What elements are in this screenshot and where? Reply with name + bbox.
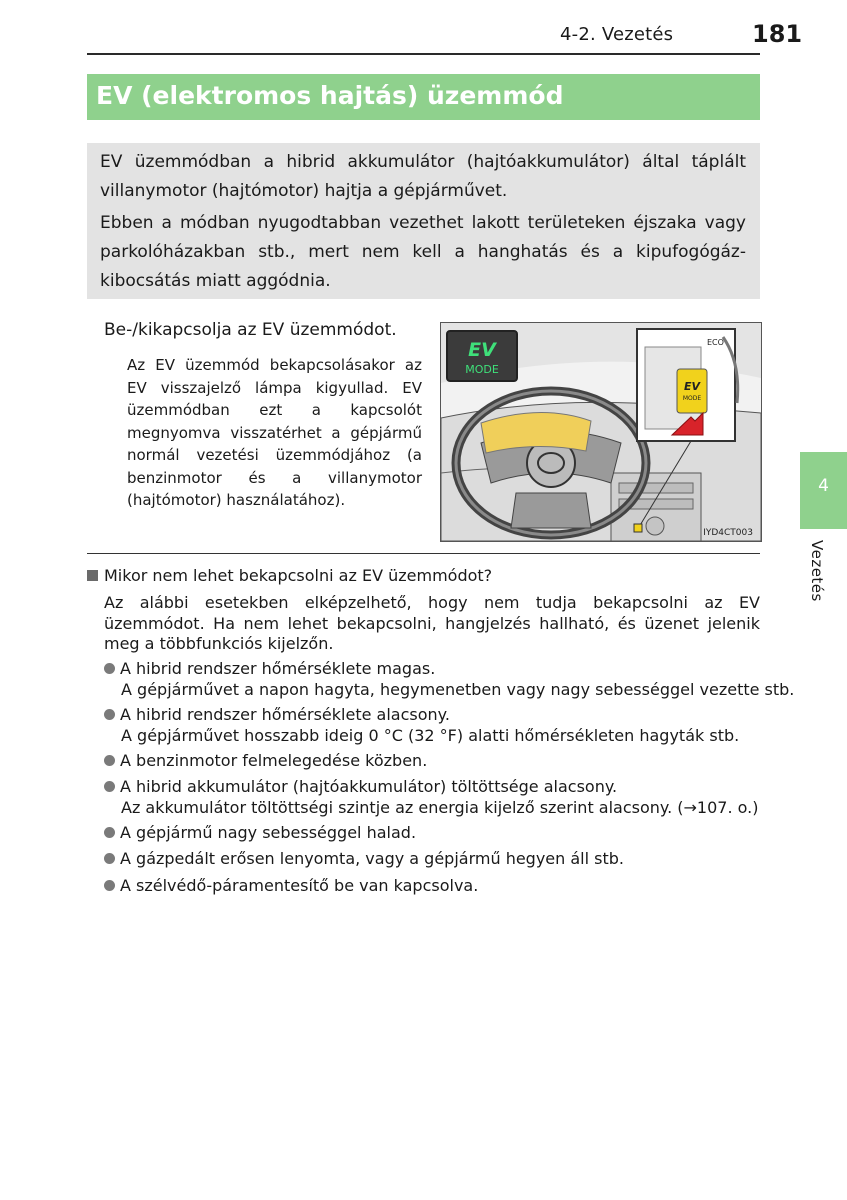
bullet-icon — [104, 709, 115, 720]
header-divider — [87, 53, 760, 55]
list-item — [104, 849, 624, 870]
chapter-label: Vezetés — [808, 540, 826, 602]
list-item-title: A hibrid akkumulátor (hajtóakkumulátor) töltöttsége alacsony. — [120, 777, 618, 796]
bullet-icon — [104, 663, 115, 674]
list-item-title: A szélvédő-páramentesítő be van kapcsolva. — [120, 876, 479, 895]
dashboard-drawing — [441, 323, 761, 541]
list-item — [104, 876, 478, 897]
intro-paragraph-2: Ebben a módban nyugodtabban vezethet lakott területeken éjszaka vagy parkolóházakban stb., mert nem kell a hanghatás és a kipufogógáz-kibocsátás miatt aggódnia. — [100, 213, 746, 291]
page-number: 181 — [752, 20, 803, 48]
list-item — [104, 659, 794, 700]
bullet-icon — [104, 781, 115, 792]
list-item — [104, 777, 758, 818]
intro-box — [87, 143, 760, 299]
list-item-title: A gázpedált erősen lenyomta, vagy a gépjármű hegyen áll stb. — [120, 849, 624, 868]
chapter-number: 4 — [818, 476, 829, 496]
bullet-icon — [104, 827, 115, 838]
dashboard-illustration — [440, 322, 762, 542]
list-item-title: A gépjármű nagy sebességgel halad. — [120, 823, 417, 842]
question-heading-row — [87, 566, 492, 585]
chapter-tab — [800, 452, 847, 529]
bullet-icon — [104, 755, 115, 766]
list-item — [104, 751, 427, 772]
ev-indicator-mode: MODE — [465, 363, 499, 376]
list-item — [104, 823, 416, 844]
section-divider — [87, 553, 760, 554]
list-item-title: A hibrid rendszer hőmérséklete alacsony. — [120, 705, 450, 724]
instruction-detail: Az EV üzemmód bekapcsolásakor az EV visszajelző lámpa kigyullad. EV üzemmódban ezt a kapcsolót megnyomva visszatérhet a gépjármű normál vezetési üzemmódjához (a benzinmotor és a villanymotor (hajtómotor) használatához). — [127, 356, 422, 509]
list-item-detail: A gépjárművet a napon hagyta, hegymenetben vagy nagy sebességgel vezette stb. — [121, 679, 795, 699]
section-title: 4-2. Vezetés — [560, 24, 674, 45]
intro-paragraph-1: EV üzemmódban a hibrid akkumulátor (hajtóakkumulátor) által táplált villanymotor (hajtómotor) hajtja a gépjárművet. — [100, 152, 746, 201]
bullet-icon — [104, 853, 115, 864]
instruction-main: Be-/kikapcsolja az EV üzemmódot. — [104, 320, 397, 340]
list-item-title: A benzinmotor felmelegedése közben. — [120, 751, 428, 770]
question-heading: Mikor nem lehet bekapcsolni az EV üzemmódot? — [104, 566, 493, 585]
bullet-icon — [104, 880, 115, 891]
list-item-detail: A gépjárművet hosszabb ideig 0 °C (32 °F) alatti hőmérsékleten hagyták stb. — [121, 725, 740, 745]
square-bullet-icon — [87, 570, 98, 581]
question-answer: Az alábbi esetekben elképzelhető, hogy nem tudja bekapcsolni az EV üzemmódot. Ha nem lehet bekapcsolni, hangjelzés hallható, és üzenet jelenik meg a többfunkciós kijelzőn. — [104, 593, 760, 653]
list-item — [104, 705, 739, 746]
list-item-title: A hibrid rendszer hőmérséklete magas. — [120, 659, 436, 678]
page-title: EV (elektromos hajtás) üzemmód — [96, 81, 564, 110]
ev-button-mode: MODE — [682, 395, 702, 402]
ev-button-label: EV — [683, 380, 701, 393]
list-item-detail: Az akkumulátor töltöttségi szintje az energia kijelző szerint alacsony. (→107. o.) — [121, 797, 759, 817]
page-title-bar — [87, 74, 760, 120]
figure-code: IYD4CT003 — [703, 528, 753, 538]
eco-label: ECO — [707, 338, 724, 347]
ev-indicator-label: EV — [468, 339, 496, 361]
